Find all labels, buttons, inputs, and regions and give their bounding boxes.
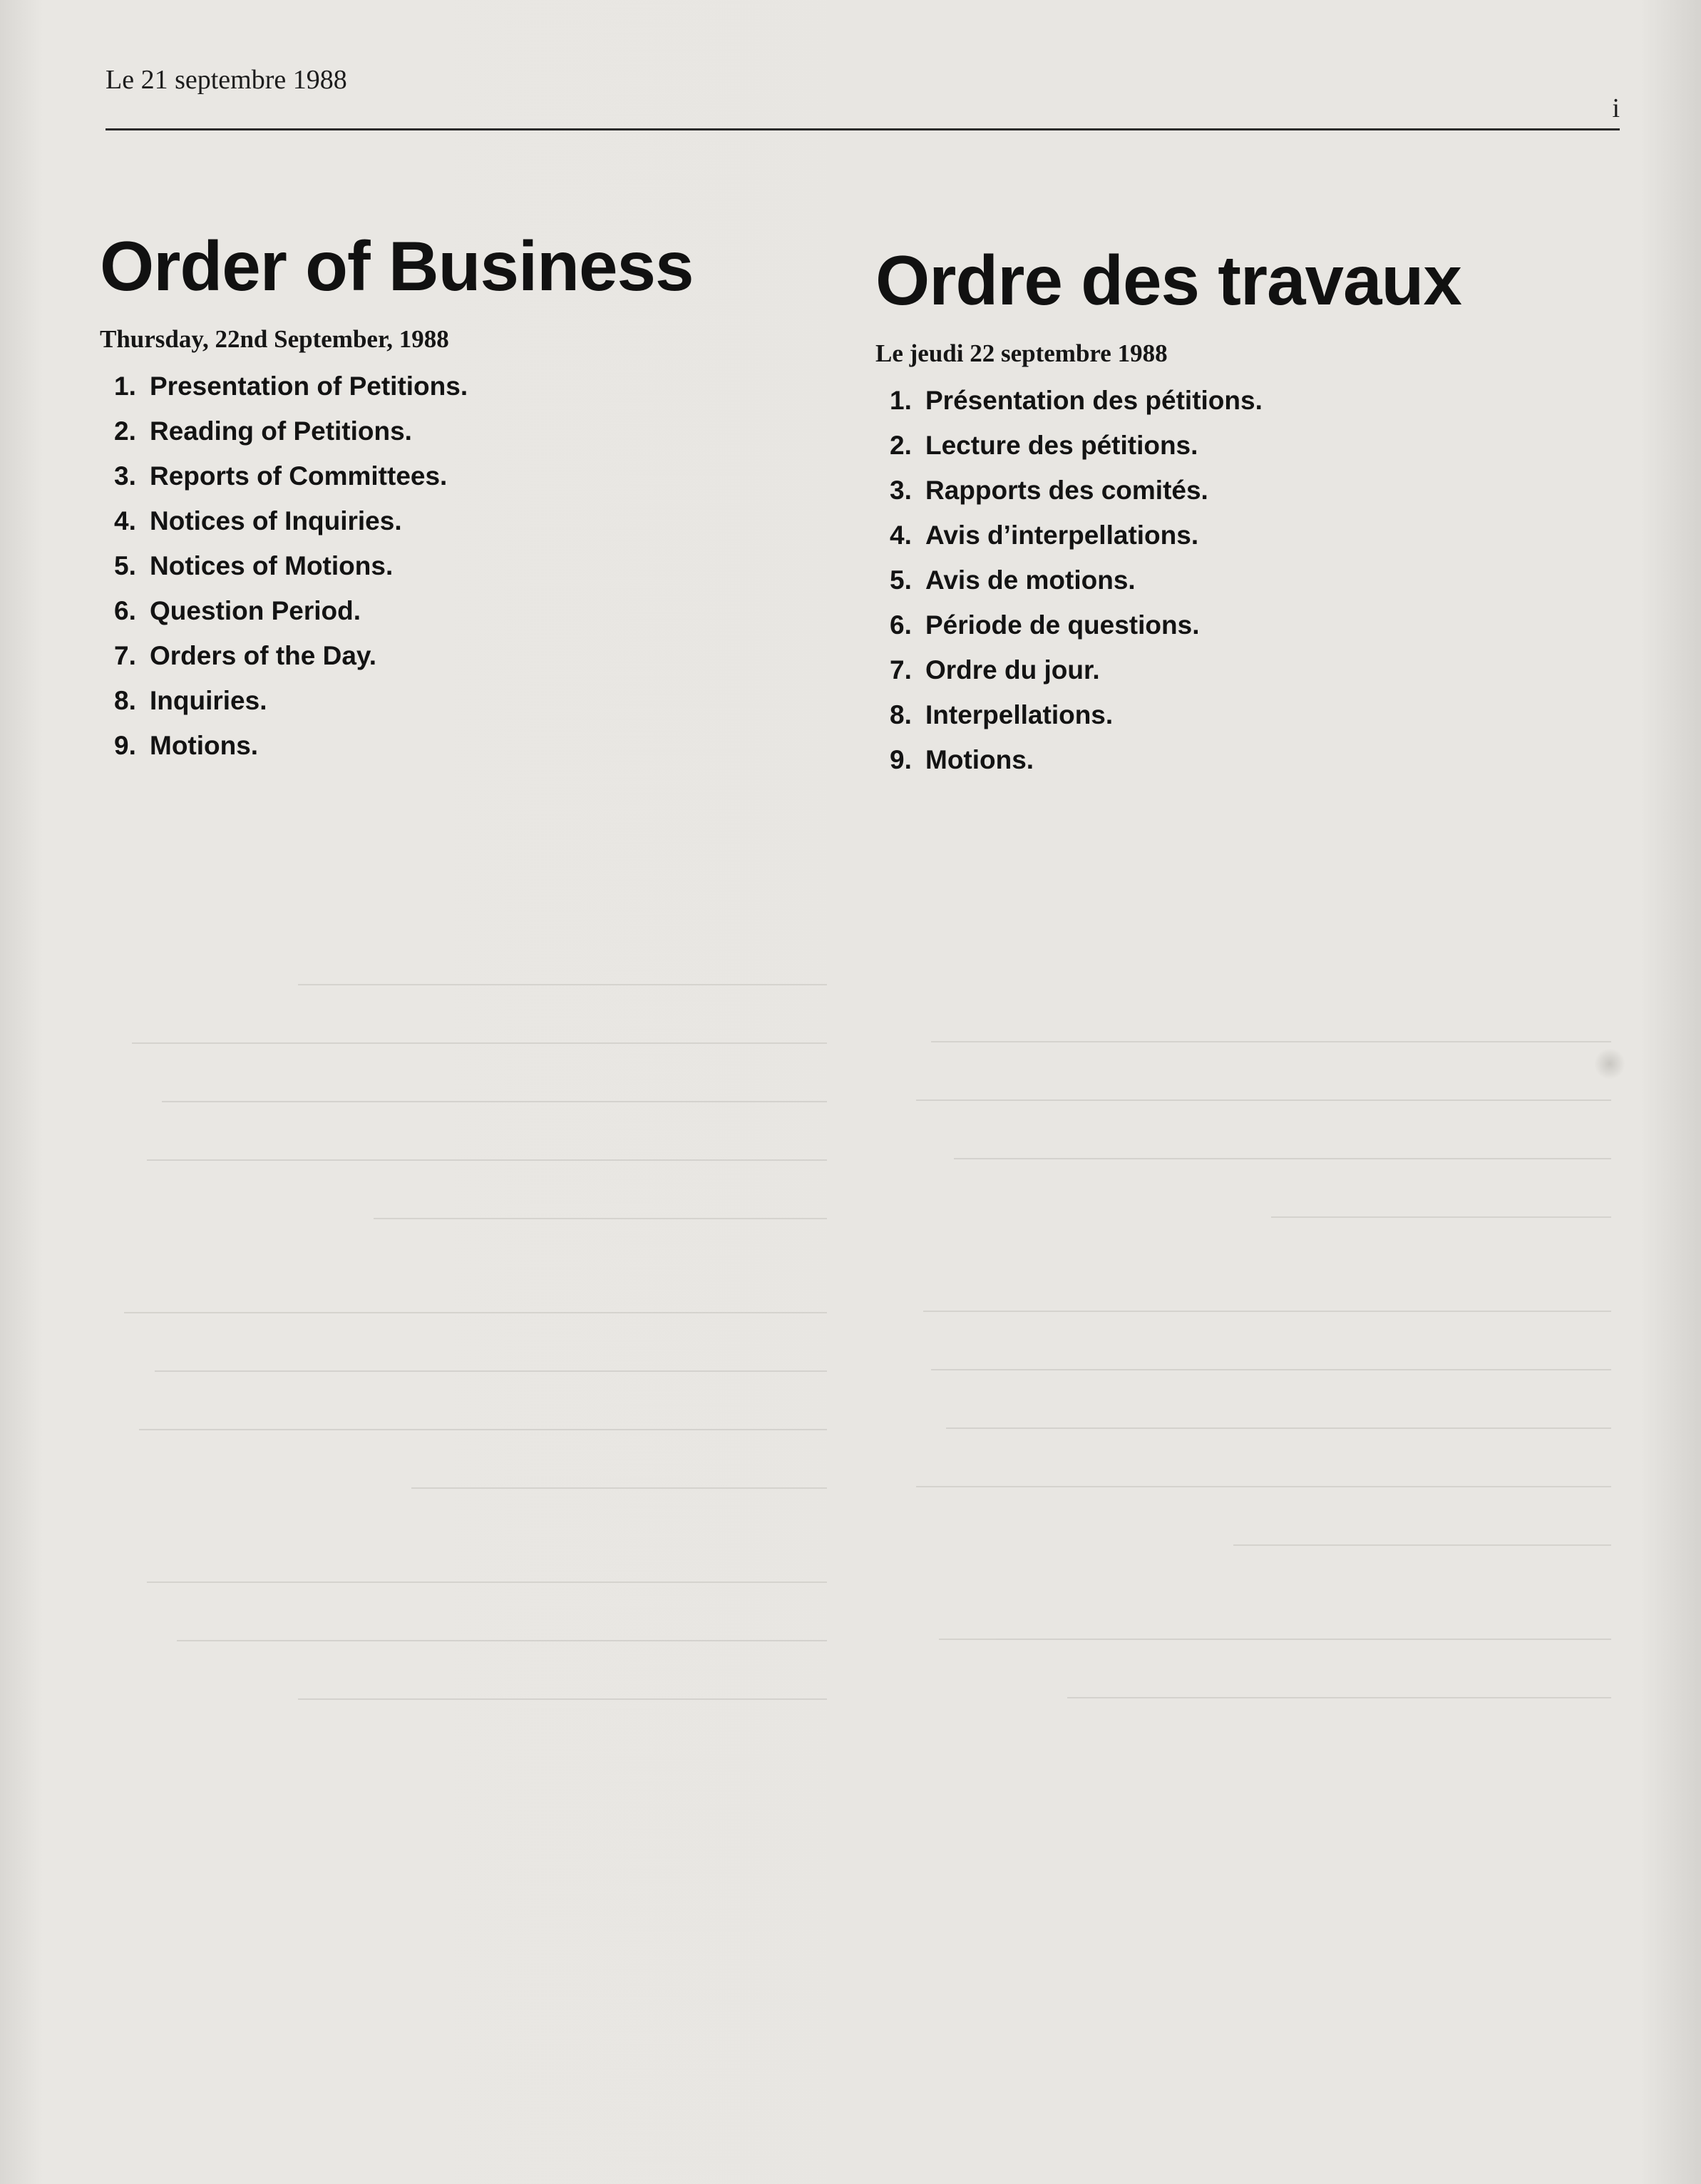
- item-number: 4.: [114, 506, 136, 535]
- item-number: 3.: [114, 461, 136, 491]
- item-label: Reports of Committees.: [150, 461, 448, 491]
- item-label: Inquiries.: [150, 685, 267, 715]
- ordre-des-travaux-title: Ordre des travaux: [875, 241, 1461, 319]
- agenda-item: [114, 678, 813, 723]
- english-agenda-list: [100, 364, 813, 768]
- agenda-item: [114, 409, 813, 453]
- bleed-through-right: [855, 1041, 1611, 1897]
- item-number: 7.: [114, 640, 136, 670]
- item-label: Présentation des pétitions.: [925, 385, 1263, 415]
- page-number: i: [1612, 93, 1620, 123]
- item-label: Période de questions.: [925, 610, 1200, 640]
- item-label: Motions.: [150, 730, 259, 760]
- item-number: 9.: [114, 730, 136, 760]
- item-number: 5.: [890, 565, 912, 595]
- item-number: 1.: [114, 371, 136, 401]
- agenda-item: [890, 558, 1588, 603]
- item-number: 7.: [890, 655, 912, 685]
- agenda-item: [114, 364, 813, 409]
- item-label: Notices of Inquiries.: [150, 506, 402, 535]
- running-header: [106, 61, 1620, 130]
- french-column: [875, 242, 1588, 782]
- item-number: 2.: [114, 416, 136, 446]
- agenda-item: [890, 378, 1588, 423]
- french-date: Le jeudi 22 septembre 1988: [875, 339, 1168, 367]
- agenda-item: [114, 723, 813, 768]
- item-number: 8.: [890, 699, 912, 729]
- agenda-item: [890, 513, 1588, 558]
- item-number: 2.: [890, 430, 912, 460]
- item-label: Lecture des pétitions.: [925, 430, 1198, 460]
- item-label: Motions.: [925, 744, 1034, 774]
- french-agenda-list: [875, 378, 1588, 782]
- agenda-item: [114, 543, 813, 588]
- scan-blemish: [1594, 1048, 1625, 1080]
- item-label: Notices of Motions.: [150, 550, 394, 580]
- agenda-item: [890, 647, 1588, 692]
- agenda-item: [114, 588, 813, 633]
- agenda-item: [890, 692, 1588, 737]
- item-number: 6.: [890, 610, 912, 640]
- agenda-item: [114, 453, 813, 498]
- item-label: Orders of the Day.: [150, 640, 377, 670]
- bleed-through-left: [71, 984, 827, 1840]
- item-number: 3.: [890, 475, 912, 505]
- agenda-item: [890, 468, 1588, 513]
- agenda-item: [114, 633, 813, 678]
- english-column: [100, 228, 813, 768]
- item-label: Ordre du jour.: [925, 655, 1100, 685]
- header-date: Le 21 septembre 1988: [106, 65, 347, 95]
- order-of-business-title: Order of Business: [100, 227, 694, 305]
- item-label: Avis d’interpellations.: [925, 520, 1199, 550]
- item-number: 9.: [890, 744, 912, 774]
- english-date: Thursday, 22nd September, 1988: [100, 324, 449, 353]
- item-number: 4.: [890, 520, 912, 550]
- item-number: 6.: [114, 595, 136, 625]
- item-label: Interpellations.: [925, 699, 1114, 729]
- agenda-item: [890, 603, 1588, 647]
- agenda-item: [114, 498, 813, 543]
- item-label: Question Period.: [150, 595, 361, 625]
- item-number: 1.: [890, 385, 912, 415]
- item-number: 5.: [114, 550, 136, 580]
- item-number: 8.: [114, 685, 136, 715]
- agenda-item: [890, 737, 1588, 782]
- item-label: Reading of Petitions.: [150, 416, 412, 446]
- item-label: Rapports des comités.: [925, 475, 1208, 505]
- item-label: Presentation of Petitions.: [150, 371, 468, 401]
- item-label: Avis de motions.: [925, 565, 1136, 595]
- agenda-item: [890, 423, 1588, 468]
